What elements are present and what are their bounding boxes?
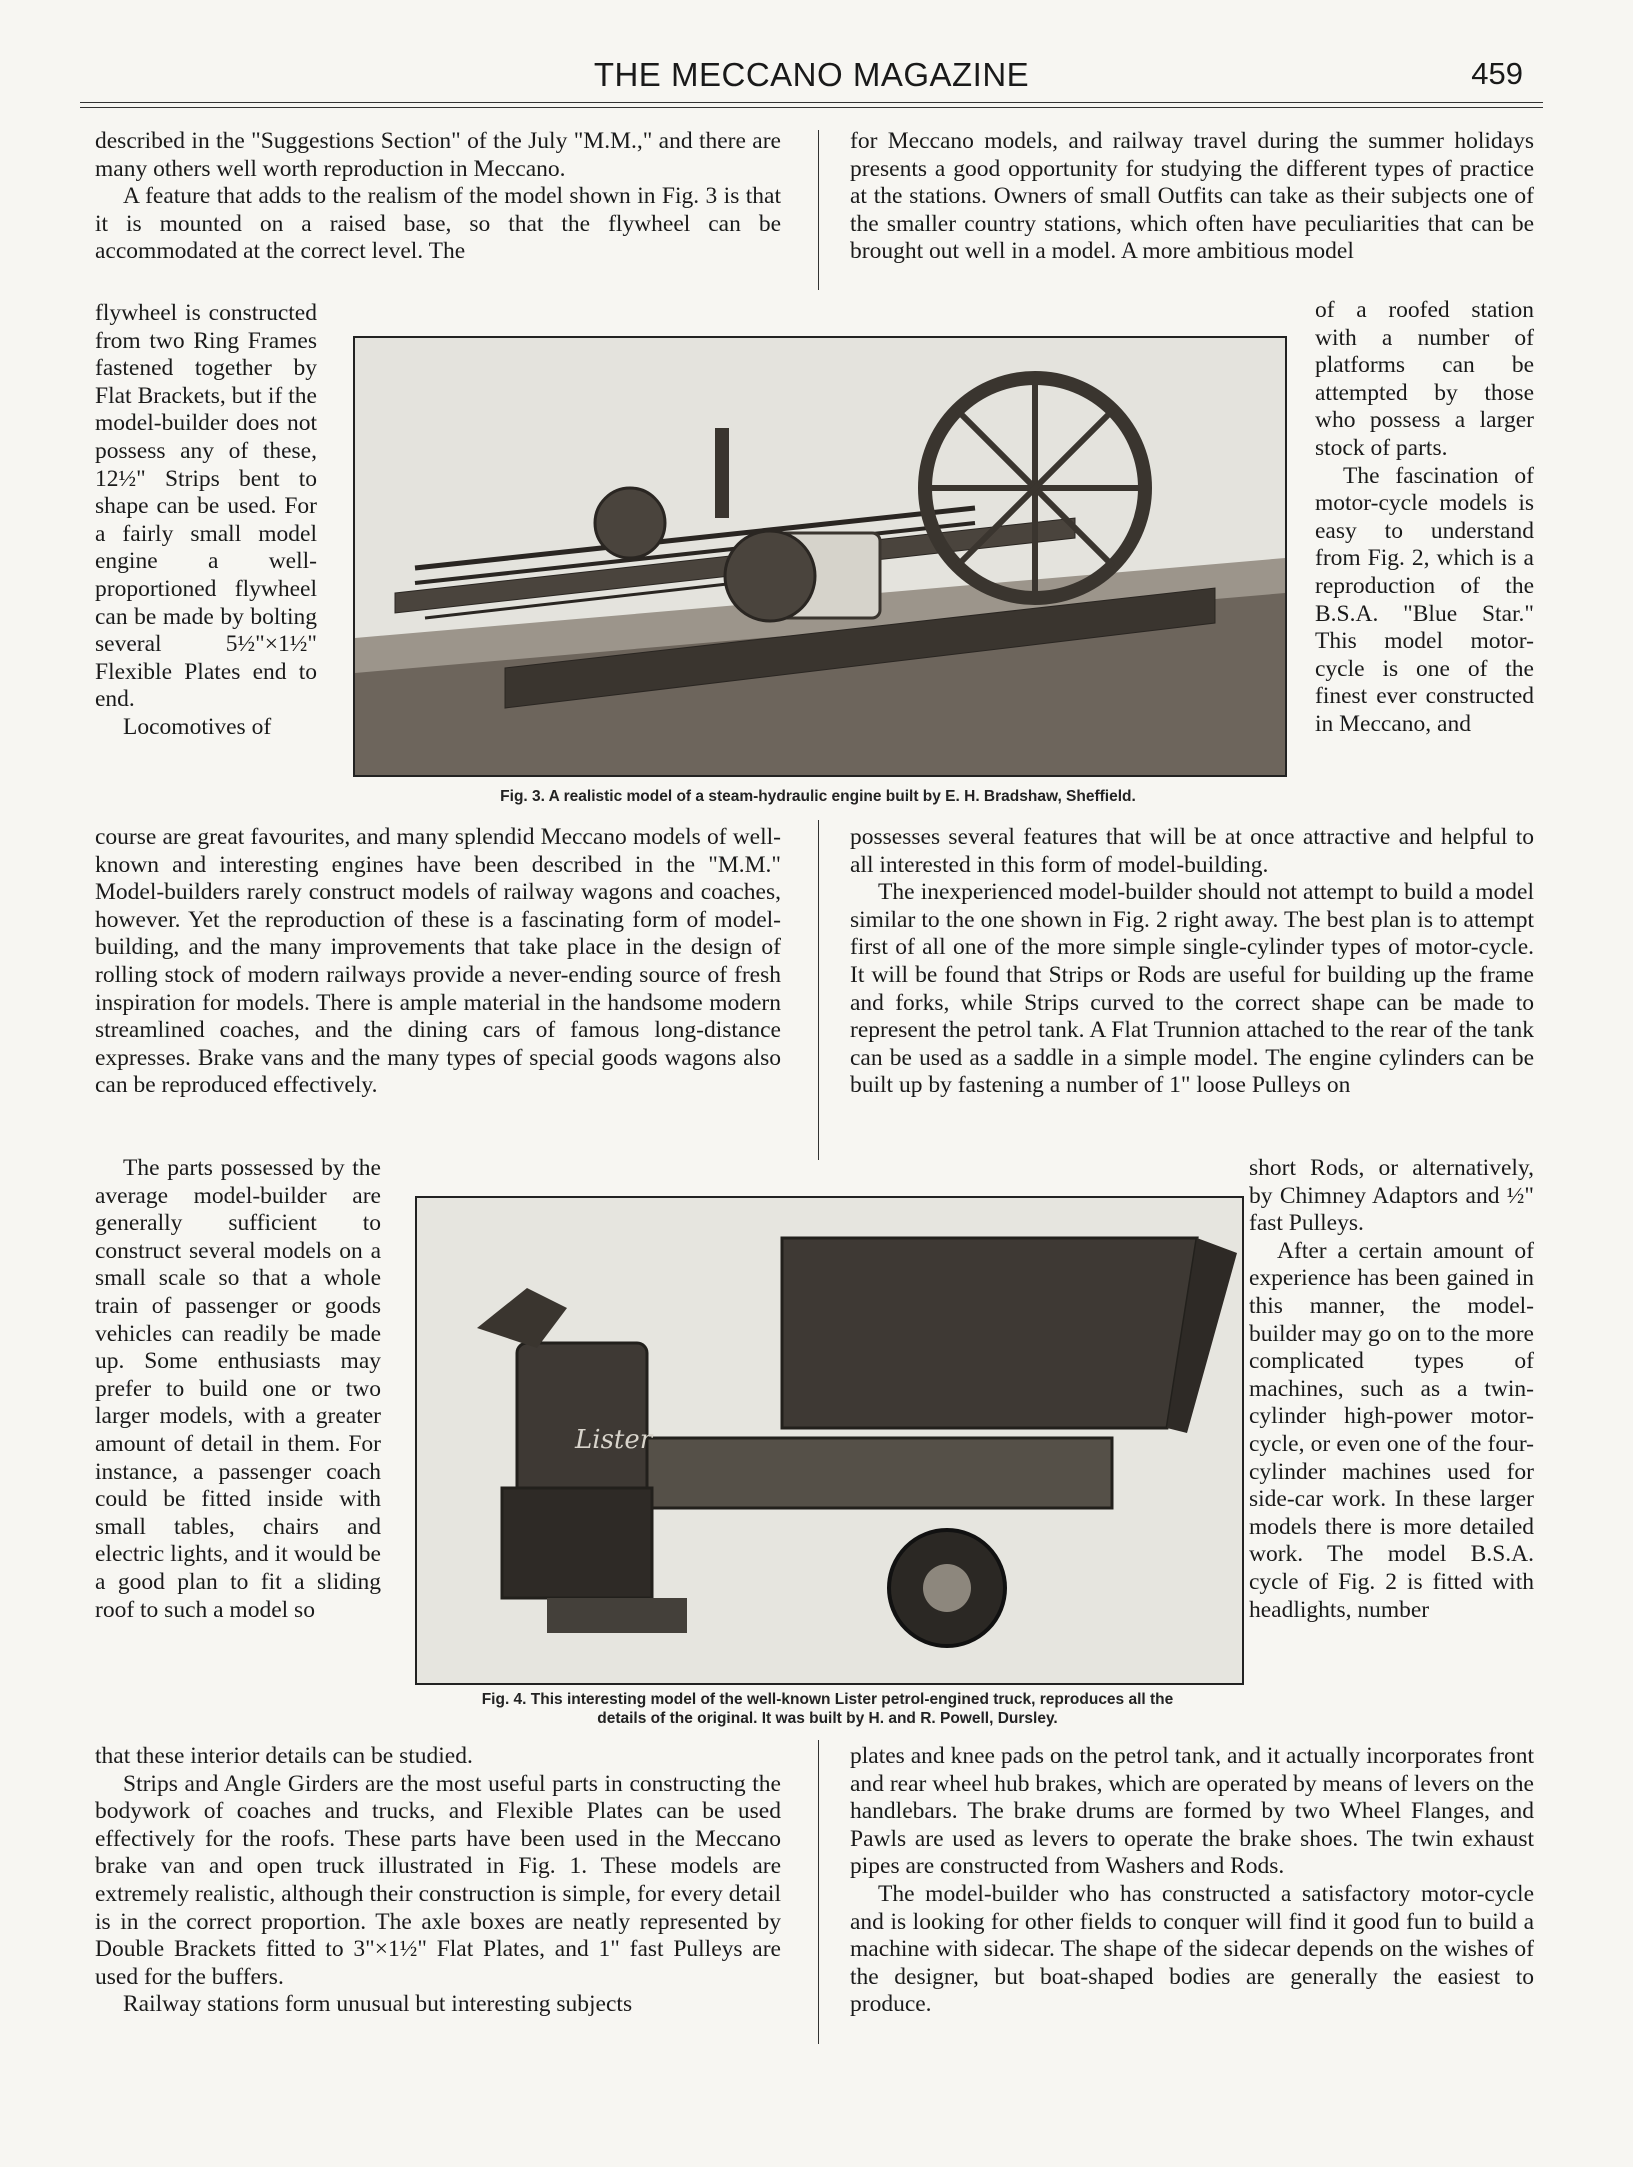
left-paragraph-5: course are great favourites, and many splendid Meccano models of well-known and interesting engines have been described in the "M.M." Model-builders rarely construct models of railway wagons and coaches, however. Yet the reproduction of these is a fascinating form of model-building, and the many improvements that take place in the design of rolling stock of modern railways provide a never-ending source of fresh inspiration for models. There is ample material in the handsome modern streamlined coaches, and the dining cars of famous long-distance expresses. Brake vans and the many types of special goods wagons also can be reproduced effectively. bbox=[95, 824, 781, 1099]
right-column-top bbox=[850, 128, 1534, 266]
right-paragraph-7: After a certain amount of experience has been gained in this manner, the model-builder may go on to the more complicated types of machines, such as a twin-cylinder high-power motor-cycle, or even one of the four-cylinder machines used for side-car work. In these larger models there is more detailed work. The model B.S.A. cycle of Fig. 2 is fitted with headlights, number bbox=[1249, 1237, 1534, 1623]
right-paragraph-3: The fascination of motor-cycle models is easy to understand from Fig. 2, which is a reproduction of the B.S.A. "Blue Star." This model motor-cycle is one of the finest ever constructed in Meccano, and bbox=[1315, 462, 1534, 737]
header-rule bbox=[80, 102, 1543, 103]
left-paragraph-7: that these interior details can be studied. bbox=[95, 1743, 473, 1769]
right-paragraph-9: The model-builder who has constructed a satisfactory motor-cycle and is looking for other fields to conquer will find it good fun to build a machine with sidecar. The shape of the sidecar depends on the wishes of the designer, but boat-shaped bodies are generally the easiest to produce. bbox=[850, 1880, 1534, 2018]
fig3-caption: Fig. 3. A realistic model of a steam-hydraulic engine built by E. H. Bradshaw, Sheffield. bbox=[500, 788, 1136, 805]
column-divider-top bbox=[818, 130, 819, 290]
left-wrap-beside-fig3 bbox=[95, 300, 317, 742]
left-paragraph-9: Railway stations form unusual but interesting subjects bbox=[123, 1991, 633, 2018]
left-paragraph-4: Locomotives of bbox=[123, 713, 272, 740]
fig4-caption-line-2: details of the original. It was built by H. and R. Powell, Dursley. bbox=[597, 1710, 1058, 1727]
left-wrap-beside-fig4 bbox=[95, 1155, 381, 1624]
lister-truck-illustration bbox=[417, 1198, 1242, 1683]
lister-logo-text: Lister bbox=[575, 1425, 653, 1455]
right-paragraph-4: possesses several features that will be at once attractive and helpful to all interested in this form of model-building. bbox=[850, 824, 1534, 878]
left-column-middle bbox=[95, 824, 781, 1100]
right-paragraph-1: for Meccano models, and railway travel during the summer holidays presents a good opportunity for studying the different types of practice at the stations. Owners of small Outfits can take as their subjects one of the smaller country stations, which often have peculiarities that can be brought out well in a model. A more ambitious model bbox=[850, 128, 1534, 265]
column-divider-middle bbox=[818, 820, 819, 1160]
left-paragraph-2: A feature that adds to the realism of the model shown in Fig. 3 is that it is mounted on a raised base, so that the flywheel can be accommodated at the correct level. The bbox=[95, 183, 781, 265]
right-paragraph-5: The inexperienced model-builder should not attempt to build a model similar to the one shown in Fig. 2 right away. The best plan is to attempt first of all one of the more simple single-cylinder types of motor-cycle. It will be found that Strips or Rods are useful for building up the frame and forks, while Strips curved to the correct shape can be made to represent the petrol tank. A Flat Trunnion attached to the rear of the tank can be used as a saddle in a simple model. The engine cylinders can be built up by fastening a number of 1" loose Pulleys on bbox=[850, 879, 1534, 1099]
magazine-title: THE MECCANO MAGAZINE bbox=[593, 56, 1030, 93]
left-paragraph-1: described in the "Suggestions Section" of the July "M.M.," and there are many others well worth reproduction in Meccano. bbox=[95, 128, 781, 182]
steam-engine-illustration bbox=[355, 338, 1285, 775]
page-header bbox=[80, 56, 1543, 100]
fig4-photo bbox=[415, 1196, 1244, 1685]
right-paragraph-2: of a roofed station with a number of platforms can be attempted by those who possess a larger stock of parts. bbox=[1315, 297, 1534, 461]
fig3-photo bbox=[353, 336, 1287, 777]
right-column-bottom bbox=[850, 1743, 1534, 2019]
left-column-bottom bbox=[95, 1743, 781, 2019]
left-column-top bbox=[95, 128, 781, 266]
header-rule-thin bbox=[80, 107, 1543, 108]
left-paragraph-8: Strips and Angle Girders are the most useful parts in constructing the bodywork of coaches and trucks, and Flexible Plates can be used effectively for the roofs. These parts have been used in the Meccano brake van and open truck illustrated in Fig. 1. These models are extremely realistic, although their construction is simple, for every detail is in the correct proportion. The axle boxes are neatly represented by Double Brackets fitted to 3"×1½" Flat Plates, and 1" fast Pulleys are used for the buffers. bbox=[95, 1770, 781, 1990]
fig4-caption-line-1: Fig. 4. This interesting model of the well-known Lister petrol-engined truck, reproduces all the bbox=[481, 1691, 1174, 1708]
right-wrap-beside-fig4 bbox=[1249, 1155, 1534, 1624]
column-divider-bottom bbox=[818, 1740, 819, 2044]
left-paragraph-3: flywheel is constructed from two Ring Frames fastened together by Flat Brackets, but if the model-builder does not possess any of these, 12½" Strips bent to shape can be used. For a fairly small model engine a well-proportioned flywheel can be made by bolting several 5½"×1½" Flexible Plates end to end. bbox=[95, 300, 317, 713]
right-wrap-beside-fig3 bbox=[1315, 297, 1534, 739]
page-number: 459 bbox=[1471, 56, 1523, 91]
right-column-middle bbox=[850, 824, 1534, 1100]
right-paragraph-6: short Rods, or alternatively, by Chimney Adaptors and ½" fast Pulleys. bbox=[1249, 1155, 1534, 1237]
right-paragraph-8: plates and knee pads on the petrol tank, and it actually incorporates front and rear wheel hub brakes, which are operated by means of levers on the handlebars. The brake drums are formed by two Wheel Flanges, and Pawls are used as levers to operate the brake shoes. The twin exhaust pipes are constructed from Washers and Rods. bbox=[850, 1743, 1534, 1880]
left-paragraph-6: The parts possessed by the average model-builder are generally sufficient to construct several models on a small scale so that a whole train of passenger or goods vehicles can readily be made up. Some enthusiasts may prefer to build one or two larger models, with a greater amount of detail in them. For instance, a passenger coach could be fitted inside with small tables, chairs and electric lights, and it would be a good plan to fit a sliding roof to such a model so bbox=[95, 1155, 381, 1623]
